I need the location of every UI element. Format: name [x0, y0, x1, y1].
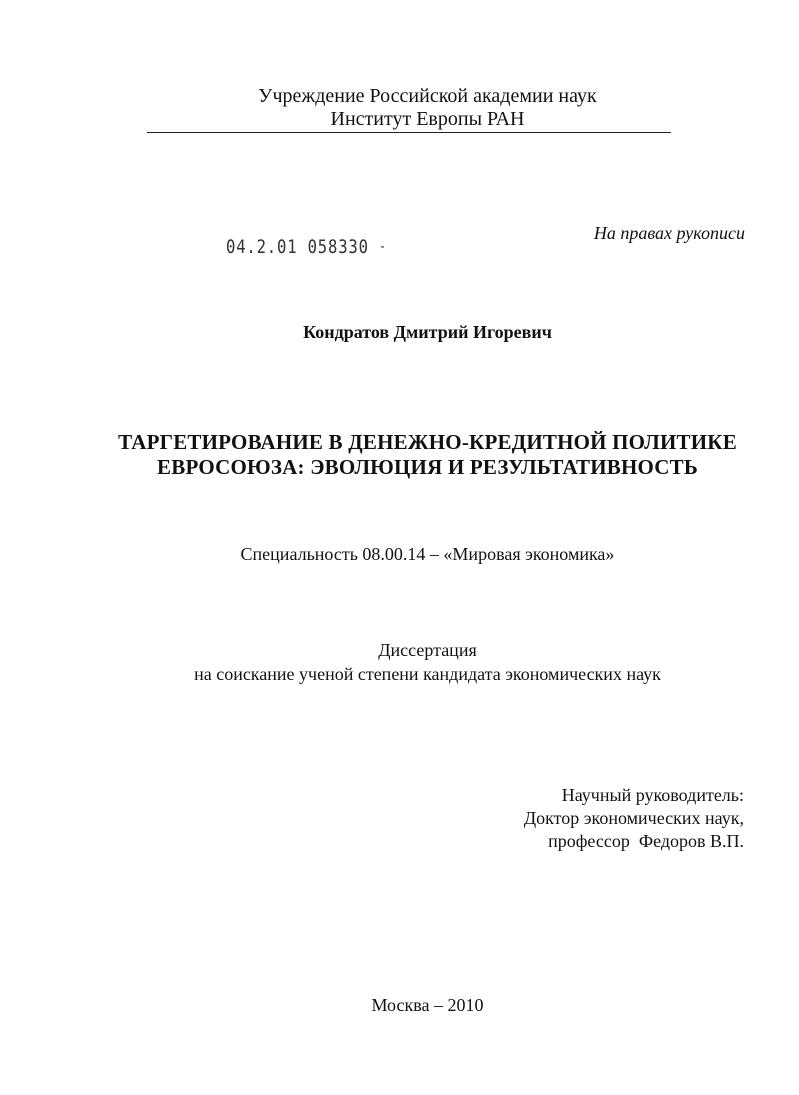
- registration-stamp: [226, 236, 387, 258]
- header-divider: [147, 132, 671, 133]
- rights-notice: На правах рукописи: [593, 223, 745, 243]
- dissertation-title-line1: ТАРГЕТИРОВАНИЕ В ДЕНЕЖНО-КРЕДИТНОЙ ПОЛИТИКЕ: [118, 430, 737, 454]
- advisor-name: профессор Федоров В.П.: [548, 831, 744, 851]
- advisor-degree: Доктор экономических наук,: [523, 808, 744, 828]
- institution-name-line1: Учреждение Российской академии наук: [258, 85, 597, 107]
- advisor-label: Научный руководитель:: [561, 785, 744, 805]
- stamp-mark: -: [379, 239, 387, 255]
- author-name: Кондратов Дмитрий Игоревич: [303, 322, 552, 342]
- stamp-code: 04.2.01 058330: [226, 236, 369, 258]
- institution-name-line2: Институт Европы РАН: [330, 108, 525, 130]
- specialty-line: Специальность 08.00.14 – «Мировая экономика»: [240, 544, 615, 564]
- degree-purpose: на соискание ученой степени кандидата экономических наук: [194, 664, 661, 684]
- dissertation-title-line2: ЕВРОСОЮЗА: ЭВОЛЮЦИЯ И РЕЗУЛЬТАТИВНОСТЬ: [157, 455, 698, 479]
- city-year: Москва – 2010: [371, 995, 484, 1015]
- dissertation-type: Диссертация: [378, 640, 477, 660]
